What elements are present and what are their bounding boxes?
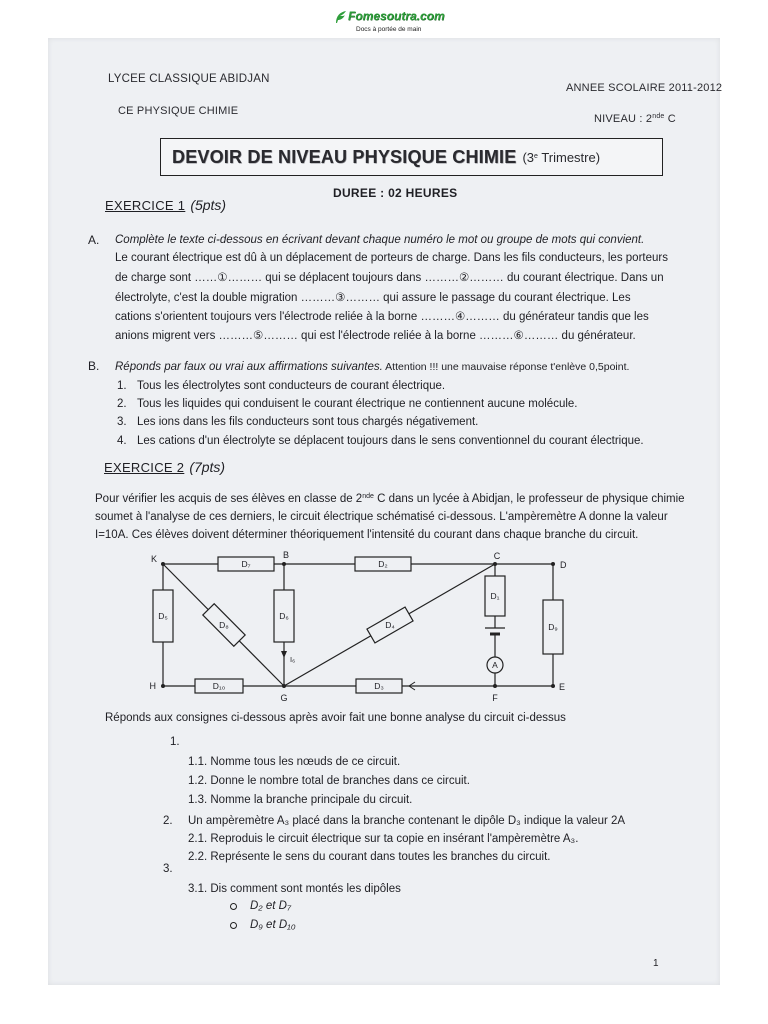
part-a-line-5: anions migrent vers ………⑤……… qui est l'électrode reliée à la borne ………⑥……… du générateur. <box>115 330 636 342</box>
part-a-marker: A. <box>88 233 100 247</box>
question-1-1: 1.1. Nomme tous les nœuds de ce circuit. <box>188 756 401 768</box>
dipole-label-d7: D₇ <box>241 559 251 569</box>
part-a-instruction: Complète le texte ci-dessous en écrivant devant chaque numéro le mot ou groupe de mots qui convient. <box>115 234 645 246</box>
exam-term-suffix: Trimestre) <box>537 149 601 165</box>
part-b-item-text: Les ions dans les fils conducteurs sont tous chargés négativement. <box>137 416 479 428</box>
node-label-k: K <box>150 554 157 564</box>
node-label-d: D <box>560 560 567 570</box>
part-b-item-text: Les cations d'un électrolyte se déplacent toujours dans le sens conventionnel du courant électrique. <box>137 435 644 447</box>
intro-text: Pour vérifier les acquis de ses élèves en classe de 2 <box>95 493 363 505</box>
node-label-b: B <box>282 550 290 560</box>
dipole-label-d10: D₁₀ <box>212 681 226 691</box>
node-dot-e <box>551 684 555 688</box>
dipole-pair-2: D₉ et D₁₀ <box>250 919 296 931</box>
circuit-diagram <box>140 548 580 708</box>
part-b-instruction-text: Réponds par faux ou vrai aux affirmations suivantes. <box>115 361 383 373</box>
intro-text-rest: C dans un lycée à Abidjan, le professeur de physique chimie <box>373 493 685 505</box>
exercise1-points: (5pts) <box>190 197 227 213</box>
exercise1-title: EXERCICE 1 <box>105 198 186 213</box>
ammeter-label: A <box>492 660 498 670</box>
part-b-item-number: 4. <box>117 435 127 447</box>
exam-term-sup: e <box>534 152 538 160</box>
dipole-label-d6: D₆ <box>279 611 289 621</box>
class-level-text: NIVEAU : 2 <box>594 113 653 125</box>
class-level-suffix: C <box>664 113 676 125</box>
part-b-item-text: Tous les liquides qui conduisent le courant électrique ne contiennent aucune molécule. <box>137 398 578 410</box>
class-level-sup: nde <box>652 113 665 120</box>
part-b-marker: B. <box>88 359 100 373</box>
question-3-1: 3.1. Dis comment sont montés les dipôles <box>188 883 401 895</box>
dipole-label-d8: D₈ <box>219 620 229 630</box>
current-arrow-icon <box>281 651 287 658</box>
dipole-label-d4: D₄ <box>385 620 395 630</box>
title-box <box>160 138 663 176</box>
part-a-line-4: cations s'orientent toujours vers l'électrode reliée à la borne ………④……… du générateur tandis que les <box>115 311 649 323</box>
department-name: CE PHYSIQUE CHIMIE <box>118 105 239 117</box>
dipole-label-d5: D₅ <box>158 611 168 621</box>
exercise2-intro-line-1 <box>95 492 685 506</box>
dipole-pair-1: D₂ et D₇ <box>250 900 292 912</box>
page-number: 1 <box>653 958 659 969</box>
intro-sup: nde <box>362 493 374 500</box>
exercise2-title: EXERCICE 2 <box>104 460 185 475</box>
question-2-2: 2.2. Représente le sens du courant dans toutes les branches du circuit. <box>188 851 551 863</box>
bullet-icon <box>230 903 237 910</box>
node-dot-c <box>493 562 497 566</box>
node-dot-k <box>161 562 165 566</box>
current-label: I₆ <box>290 655 296 664</box>
dipole-label-d1: D₁ <box>490 591 500 601</box>
part-a-line-2: de charge sont ……①……… qui se déplacent toujours dans ………②……… du courant électrique. Dans un <box>115 272 664 284</box>
exam-title: DEVOIR DE NIVEAU PHYSIQUE CHIMIE <box>172 146 517 167</box>
bullet-icon <box>230 922 237 929</box>
exercise2-heading <box>104 459 225 475</box>
logo-name: Fomesoutra.com <box>348 9 445 23</box>
node-label-g: G <box>280 693 288 703</box>
node-label-e: E <box>559 682 566 692</box>
exercise2-points: (7pts) <box>189 459 226 475</box>
node-dot-f <box>493 684 497 688</box>
part-b-item-number: 1. <box>117 380 127 392</box>
question-2-text: Un ampèremètre A₃ placé dans la branche contenant le dipôle D₃ indique la valeur 2A <box>188 815 626 827</box>
node-dot-d <box>551 562 555 566</box>
part-b-item-number: 3. <box>117 416 127 428</box>
node-dot-b <box>282 562 286 566</box>
dipole-label-d9: D₉ <box>548 622 558 632</box>
part-b-item-number: 2. <box>117 398 127 410</box>
exercise2-intro-line-2: soumet à l'analyse de ces derniers, le circuit électrique schématisé ci-dessous. L'ampèremètre A donne la valeur <box>95 511 668 523</box>
exercise1-heading <box>105 197 226 213</box>
question-2-1: 2.1. Reproduis le circuit électrique sur ta copie en insérant l'ampèremètre A₃. <box>188 833 579 845</box>
question-1-3: 1.3. Nomme la branche principale du circuit. <box>188 794 413 806</box>
exam-duration: DUREE : 02 HEURES <box>333 186 458 200</box>
part-a-line-3: électrolyte, c'est la double migration ………③……… qui assure le passage du courant électrique. Les <box>115 292 631 304</box>
exam-term <box>522 150 600 165</box>
dipole-label-d2: D₂ <box>378 559 388 569</box>
node-label-h: H <box>149 681 156 691</box>
school-year: ANNEE SCOLAIRE 2011-2012 <box>566 82 723 94</box>
exercise2-instruction: Réponds aux consignes ci-dessous après avoir fait une bonne analyse du circuit ci-dessus <box>105 712 566 724</box>
exercise2-intro-line-3: I=10A. Ces élèves doivent déterminer théoriquement l'intensité du courant dans chaque branche du circuit. <box>95 529 639 541</box>
school-name: LYCEE CLASSIQUE ABIDJAN <box>108 73 270 85</box>
logo-icon <box>334 10 347 24</box>
part-b-item-text: Tous les électrolytes sont conducteurs de courant électrique. <box>137 380 446 392</box>
dipole-label-d3: D₃ <box>374 681 384 691</box>
question-2-number: 2. <box>163 815 173 827</box>
part-b-instruction <box>115 360 629 374</box>
part-a-line-1: Le courant électrique est dû à un déplacement de porteurs de charge. Dans les fils conducteurs, les porteurs <box>115 252 668 264</box>
node-label-f: F <box>492 693 498 703</box>
node-dot-g <box>282 684 286 688</box>
node-dot-h <box>161 684 165 688</box>
question-1-2: 1.2. Donne le nombre total de branches dans ce circuit. <box>188 775 470 787</box>
question-3-number: 3. <box>163 863 173 875</box>
node-label-c: C <box>493 551 501 561</box>
exam-term-text: (3 <box>522 149 535 165</box>
class-level <box>594 113 676 125</box>
logo-tagline: Docs à portée de main <box>356 26 422 33</box>
part-b-warning: Attention !!! une mauvaise réponse t'enlève 0,5point. <box>382 361 630 373</box>
question-1-number: 1. <box>170 736 180 748</box>
